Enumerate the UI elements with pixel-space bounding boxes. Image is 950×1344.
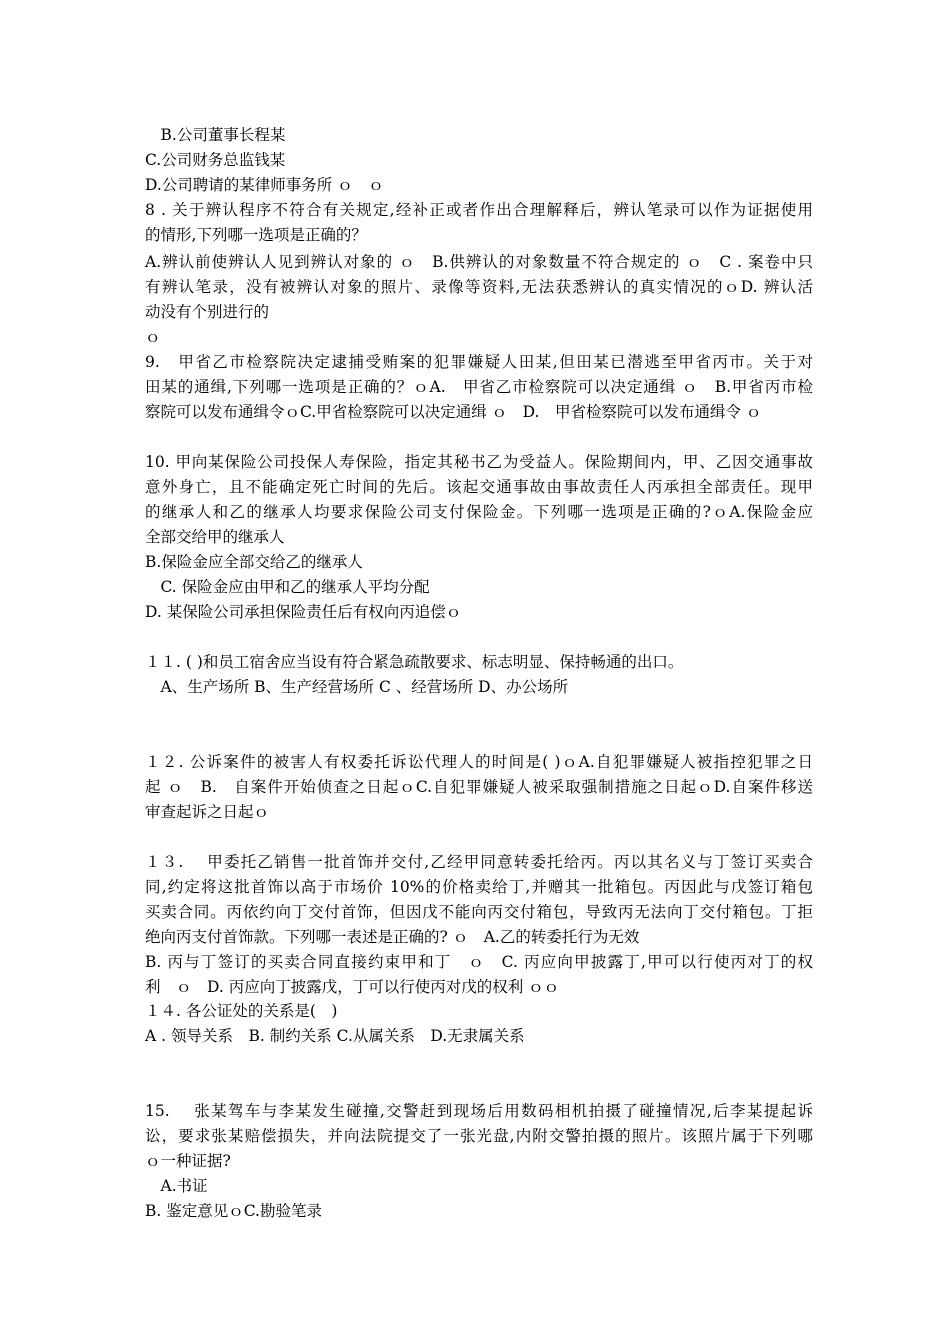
- question-10-line: 10. 甲向某保险公司投保人寿保险，指定其秘书乙为受益人。保险期间内，甲、乙因交通事故: [145, 453, 813, 471]
- question-12-line: 审查起诉之日起ｏ: [145, 803, 270, 821]
- option-line: C.公司财务总监钱某: [145, 151, 286, 169]
- question-8-line: 8 . 关于辨认程序不符合有关规定,经补正或者作出合理解释后，辨认笔录可以作为证据使用: [145, 201, 813, 219]
- question-8-options-line: 有辨认笔录，没有被辨认对象的照片、录像等资料,无法获悉辨认的真实情况的ｏD. 辨认活: [145, 278, 813, 296]
- question-9-line: 9. 甲省乙市检察院决定逮捕受贿案的犯罪嫌疑人田某,但田某已潜逃至甲省丙市。关于对: [145, 353, 813, 371]
- question-9-line: 田某的通缉,下列哪一选项是正确的？ｏA. 甲省乙市检察院可以决定通缉 ｏ B.甲省丙市检: [145, 378, 813, 396]
- question-11-options: A、生产场所 B、生产经营场所 C 、经营场所 D、办公场所: [145, 678, 569, 696]
- question-10-option: C. 保险金应由甲和乙的继承人平均分配: [145, 578, 430, 596]
- option-line: D.公司聘请的某律师事务所 ｏ ｏ: [145, 176, 384, 194]
- question-15-option: B. 鉴定意见ｏC.勘验笔录: [145, 1202, 322, 1220]
- question-13-line: 绝向丙支付首饰款。下列哪一表述是正确的? ｏ A.乙的转委托行为无效: [145, 928, 640, 946]
- question-12-line: １２. 公诉案件的被害人有权委托诉讼代理人的时间是( )ｏA.自犯罪嫌疑人被指控犯罪之日: [145, 753, 813, 771]
- question-15-line: 15. 张某驾车与李某发生碰撞,交警赶到现场后用数码相机拍摄了碰撞情况,后李某提起诉: [145, 1102, 813, 1120]
- question-14-options: A . 领导关系 B. 制约关系 C.从属关系 D.无隶属关系: [145, 1027, 525, 1045]
- question-13-line: 买卖合同。丙依约向丁交付首饰，但因戊不能向丙交付箱包，导致丙无法向丁交付箱包。丁拒: [145, 903, 813, 921]
- question-14-line: １４. 各公证处的关系是( ): [145, 1002, 338, 1020]
- question-10-line: 的继承人和乙的继承人均要求保险公司支付保险金。下列哪一选项是正确的?ｏA.保险金应: [145, 503, 813, 521]
- option-line: B.公司董事长程某: [145, 126, 286, 144]
- question-8-line: 的情形,下列哪一选项是正确的？: [145, 226, 367, 244]
- question-8-options-line: ｏ: [145, 328, 161, 346]
- question-13-line: 同,约定将这批首饰以高于市场价 10%的价格卖给丁,并赠其一批箱包。丙因此与戊签订箱包: [145, 878, 813, 896]
- question-12-line: 起 ｏ B. 自案件开始侦查之日起ｏC.自犯罪嫌疑人被采取强制措施之日起ｏD.自案件移送: [145, 778, 813, 796]
- question-8-options-line: 动没有个别进行的: [145, 303, 270, 321]
- question-10-option: B.保险金应全部交给乙的继承人: [145, 553, 363, 571]
- question-15-line: 讼，要求张某赔偿损失，并向法院提交了一张光盘,内附交警拍摄的照片。该照片属于下列哪: [145, 1127, 813, 1145]
- question-13-option: 利 ｏ D. 丙应向丁披露戊，丁可以行使丙对戊的权利 ｏｏ: [145, 978, 560, 996]
- question-10-line: 全部交给甲的继承人: [145, 528, 285, 546]
- question-13-option: B. 丙与丁签订的买卖合同直接约束甲和丁 ｏ C. 丙应向甲披露丁,甲可以行使丙对丁的权: [145, 953, 813, 971]
- question-11-line: １１. ( )和员工宿舍应当设有符合紧急疏散要求、标志明显、保持畅通的出口。: [145, 653, 684, 671]
- question-13-line: １３. 甲委托乙销售一批首饰并交付,乙经甲同意转委托给丙。丙以其名义与丁签订买卖合: [145, 853, 813, 871]
- question-10-option: D. 某保险公司承担保险责任后有权向丙追偿ｏ: [145, 603, 462, 621]
- question-15-line: ｏ一种证据?: [145, 1152, 231, 1170]
- question-9-line: 察院可以发布通缉令ｏC.甲省检察院可以决定通缉 ｏ D. 甲省检察院可以发布通缉令 ｏ: [145, 403, 762, 421]
- question-15-option: A.书证: [145, 1177, 208, 1195]
- question-8-options-line: A.辨认前使辨认人见到辨认对象的 ｏ B.供辨认的对象数量不符合规定的 ｏ C . 案卷中只: [145, 253, 813, 271]
- question-10-line: 意外身亡，且不能确定死亡时间的先后。该起交通事故由事故责任人丙承担全部责任。现甲: [145, 478, 813, 496]
